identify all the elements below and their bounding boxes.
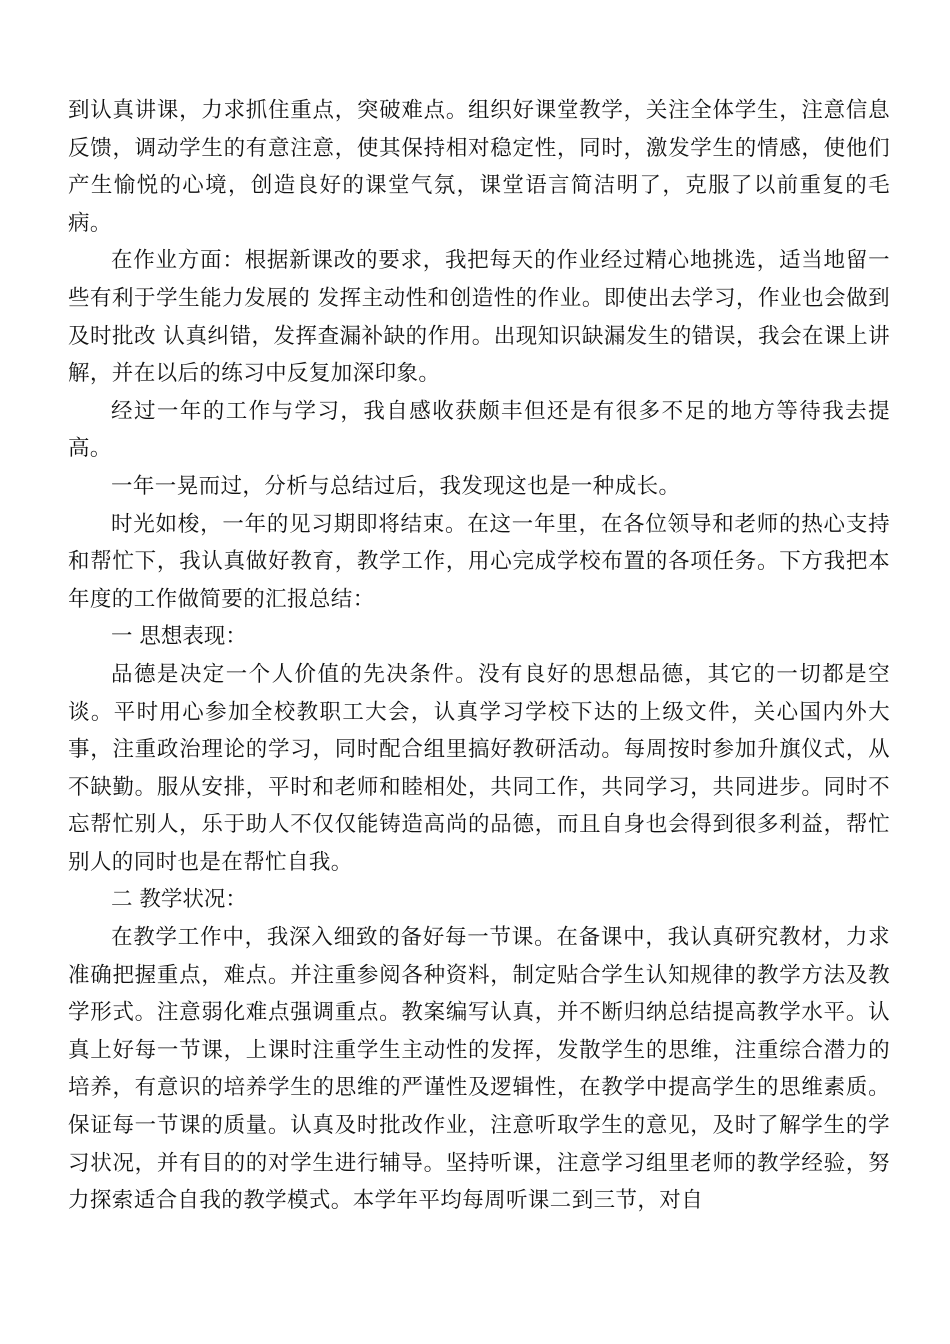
paragraph-teaching: 在教学工作中，我深入细致的备好每一节课。在备课中，我认真研究教材，力求准确把握重点，难点。并注重参阅各种资料，制定贴合学生认知规律的教学方法及教学形式。注意弱化难点强调重点。教案编写认真，并不断归纳总结提高教学水平。认真上好每一节课，上课时注重学生主动性的发挥，发散学生的思维，注重综合潜力的培养，有意识的培养学生的思维的严谨性及逻辑性，在教学中提高学生的思维素质。保证每一节课的质量。认真及时批改作业，注意听取学生的意见，及时了解学生的学习状况，并有目的的对学生进行辅导。坚持听课，注意学习组里老师的教学经验，努力探索适合自我的教学模式。本学年平均每周听课二到三节，对自 [68, 925, 890, 1214]
paragraph-intro-summary: 时光如梭，一年的见习期即将结束。在这一年里，在各位领导和老师的热心支持和帮忙下，我认真做好教育，教学工作，用心完成学校布置的各项任务。下方我把本年度的工作做简要的汇报总结： [68, 511, 890, 612]
section-heading-ideology: 一 思想表现： [111, 624, 247, 650]
paragraph-classroom-teaching: 到认真讲课，力求抓住重点，突破难点。组织好课堂教学，关注全体学生，注意信息反馈，调动学生的有意注意，使其保持相对稳定性，同时，激发学生的情感，使他们产生愉悦的心境，创造良好的课堂气氛，课堂语言简洁明了，克服了以前重复的毛病。 [68, 98, 890, 236]
paragraph-ideology: 品德是决定一个人价值的先决条件。没有良好的思想品德，其它的一切都是空谈。平时用心参加全校教职工大会，认真学习学校下达的上级文件，关心国内外大事，注重政治理论的学习，同时配合组里搞好教研活动。每周按时参加升旗仪式，从不缺勤。服从安排，平时和老师和睦相处，共同工作，共同学习，共同进步。同时不忘帮忙别人，乐于助人不仅仅能铸造高尚的品德，而且自身也会得到很多利益，帮忙别人的同时也是在帮忙自我。 [68, 661, 890, 875]
paragraph-growth: 一年一晃而过，分析与总结过后，我发现这也是一种成长。 [111, 473, 681, 499]
paragraph-year-reflection: 经过一年的工作与学习，我自感收获颇丰但还是有很多不足的地方等待我去提高。 [68, 398, 890, 462]
section-heading-teaching: 二 教学状况： [111, 887, 247, 913]
paragraph-homework: 在作业方面：根据新课改的要求，我把每天的作业经过精心地挑选，适当地留一些有利于学生能力发展的 发挥主动性和创造性的作业。即使出去学习，作业也会做到及时批改 认真纠错，发挥查漏补缺的作用。出现知识缺漏发生的错误，我会在课上讲解，并在以后的练习中反复加深印象。 [68, 248, 890, 387]
